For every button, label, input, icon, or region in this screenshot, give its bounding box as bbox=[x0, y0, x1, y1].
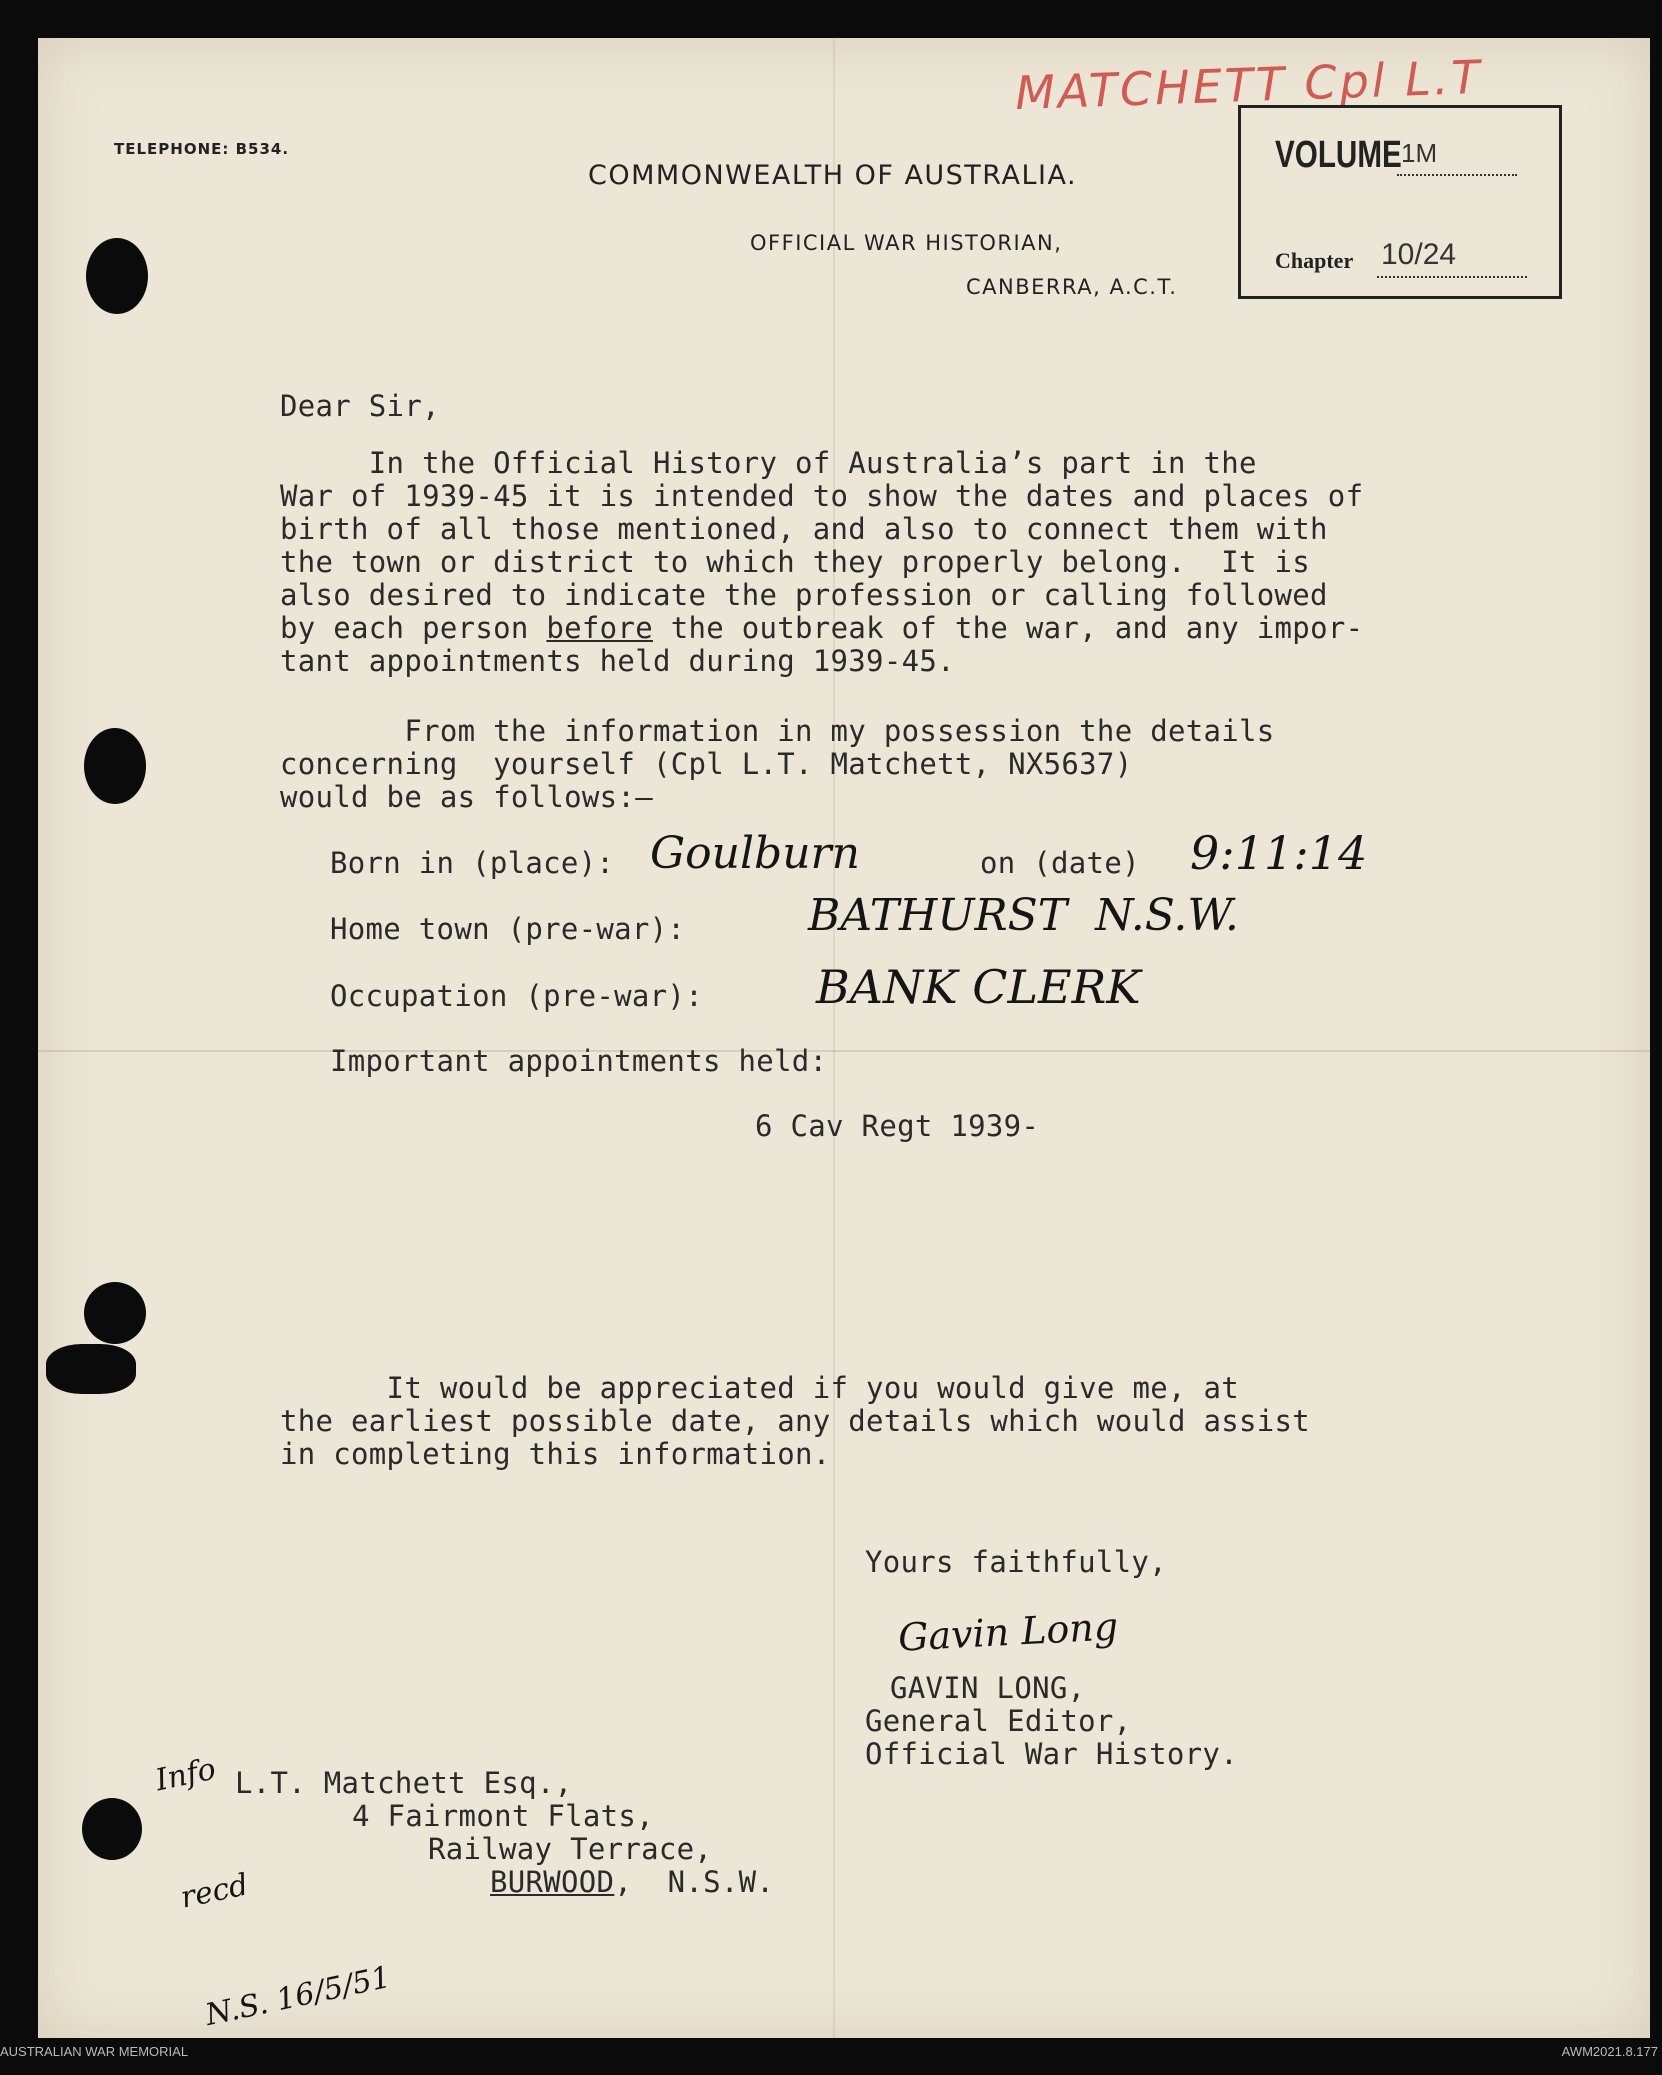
para1-line1: In the Official History of Australia’s part in the bbox=[280, 446, 1257, 480]
para1-line6-end: the outbreak of the war, and any impor- bbox=[652, 611, 1364, 645]
punch-hole-3 bbox=[84, 1282, 146, 1344]
appointments-value: 6 Cav Regt 1939- bbox=[755, 1109, 1040, 1143]
occupation-value-handwritten: BANK CLERK bbox=[816, 960, 1141, 1014]
punch-hole-4 bbox=[46, 1344, 136, 1394]
chapter-label: Chapter bbox=[1275, 248, 1354, 273]
para1-line5: also desired to indicate the profession or calling followed bbox=[280, 578, 1328, 612]
born-label: Born in (place): bbox=[330, 846, 615, 880]
address-line1: 4 Fairmont Flats, bbox=[352, 1799, 654, 1833]
para3-line1: It would be appreciated if you would give me, at bbox=[280, 1371, 1240, 1405]
para1-line6-start: by each person bbox=[280, 611, 547, 645]
para2-line2: concerning yourself (Cpl L.T. Matchett, NX5637) bbox=[280, 747, 1133, 781]
signature: Gavin Long bbox=[896, 1604, 1120, 1660]
volume-label: VOLUME bbox=[1275, 134, 1402, 176]
salutation: Dear Sir, bbox=[280, 389, 440, 423]
hometown-label: Home town (pre-war): bbox=[330, 912, 686, 946]
volume-stamp-box bbox=[1238, 105, 1562, 299]
telephone: TELEPHONE: B534. bbox=[114, 140, 290, 158]
footer-institution: AUSTRALIAN WAR MEMORIAL bbox=[0, 2044, 189, 2059]
office-name: OFFICIAL WAR HISTORIAN, bbox=[750, 231, 1063, 255]
handwritten-note-line3: N.S. 16/5/51 bbox=[202, 1959, 394, 2034]
signer-name: GAVIN LONG, bbox=[890, 1671, 1086, 1705]
volume-value: 1M bbox=[1401, 138, 1438, 168]
para1-line4: the town or district to which they properly belong. It is bbox=[280, 545, 1311, 579]
address-line2: Railway Terrace, bbox=[428, 1832, 713, 1866]
address-state: , N.S.W. bbox=[614, 1865, 775, 1899]
handwritten-name-red: MATCHETT Cpl L.T bbox=[1014, 49, 1484, 121]
address-city: BURWOOD bbox=[490, 1865, 615, 1899]
fold-line-horizontal bbox=[38, 1050, 1650, 1052]
address-city-line bbox=[490, 1866, 774, 1899]
closing: Yours faithfully, bbox=[865, 1545, 1167, 1579]
born-value-handwritten: Goulburn bbox=[650, 828, 860, 879]
underlined-before: before bbox=[546, 611, 653, 645]
para2-line3: would be as follows:— bbox=[280, 780, 653, 814]
punch-hole-5 bbox=[82, 1798, 142, 1860]
hometown-value-handwritten: BATHURST N.S.W. bbox=[808, 890, 1239, 941]
para2-line1: From the information in my possession the details bbox=[280, 714, 1275, 748]
signer-office: Official War History. bbox=[865, 1737, 1238, 1771]
volume-dotted-line bbox=[1397, 174, 1517, 176]
occupation-label: Occupation (pre-war): bbox=[330, 979, 703, 1013]
punch-hole-1 bbox=[86, 238, 148, 314]
date-value-handwritten: 9:11:14 bbox=[1190, 826, 1368, 880]
signer-title: General Editor, bbox=[865, 1704, 1132, 1738]
para1-line3: birth of all those mentioned, and also to connect them with bbox=[280, 512, 1328, 546]
footer-accession: AWM2021.8.177 bbox=[1561, 2044, 1658, 2059]
handwritten-note-line1: Info bbox=[152, 1751, 219, 1799]
para3-line3: in completing this information. bbox=[280, 1437, 831, 1471]
punch-hole-2 bbox=[84, 728, 146, 804]
para1-line6 bbox=[280, 612, 1363, 645]
chapter-dotted-line bbox=[1377, 276, 1527, 278]
address-name: L.T. Matchett Esq., bbox=[235, 1766, 573, 1800]
para1-line7: tant appointments held during 1939-45. bbox=[280, 644, 955, 678]
appointments-label: Important appointments held: bbox=[330, 1044, 828, 1078]
date-label: on (date) bbox=[980, 846, 1140, 880]
handwritten-note-line2: recd bbox=[177, 1867, 252, 1916]
para3-line2: the earliest possible date, any details which would assist bbox=[280, 1404, 1311, 1438]
org-name: COMMONWEALTH OF AUSTRALIA. bbox=[588, 160, 1078, 191]
fold-line-vertical bbox=[833, 38, 835, 2038]
para1-line2: War of 1939-45 it is intended to show the dates and places of bbox=[280, 479, 1364, 513]
office-location: CANBERRA, A.C.T. bbox=[966, 275, 1178, 299]
chapter-value: 10/24 bbox=[1381, 238, 1457, 271]
